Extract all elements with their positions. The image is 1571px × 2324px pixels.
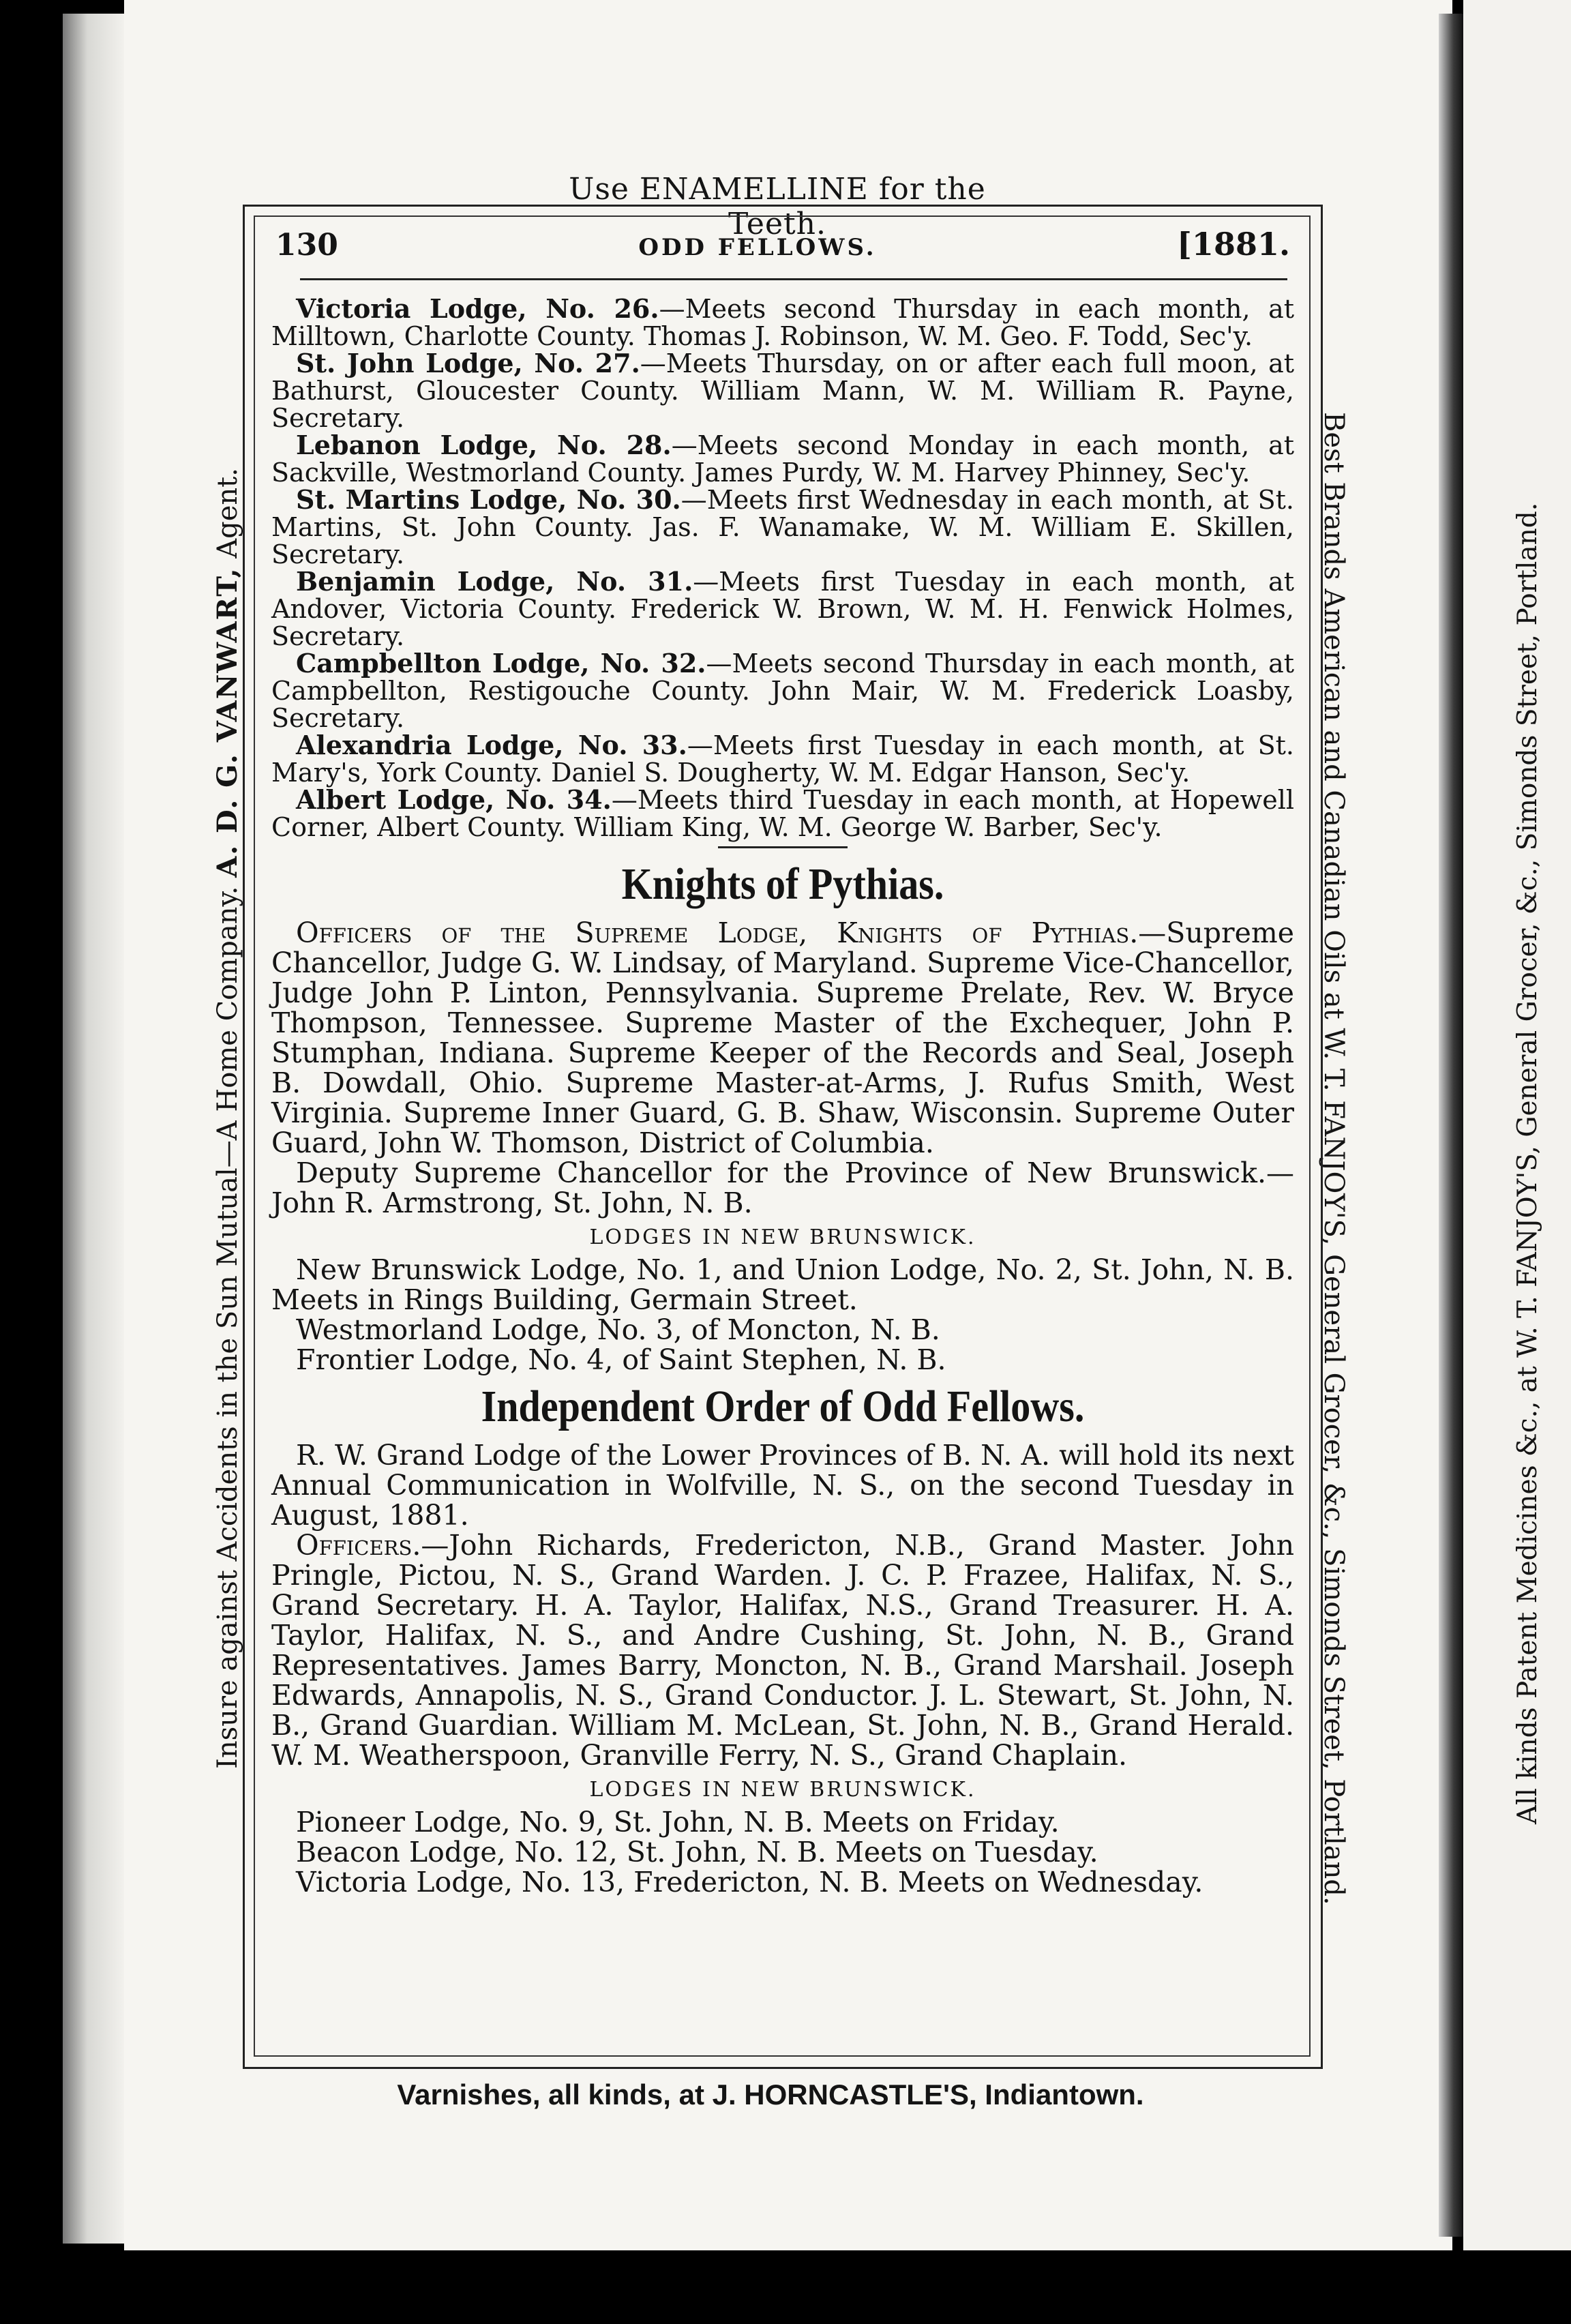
top-advertisement: Use ENAMELLINE for the Teeth. [569,172,986,241]
lodge-entry: Benjamin Lodge, No. 31.—Meets first Tuesday in each month, at Andover, Victoria County. Frederick W. Brown, W. M. H. Fenwick Holmes, Secretary. [271,566,1294,651]
scan-border [0,2250,1571,2324]
kop-lodge-item: New Brunswick Lodge, No. 1, and Union Lodge, No. 2, St. John, N. B. Meets in Rings Building, Germain Street. [271,1253,1294,1316]
running-header [271,226,1294,275]
lodge-entry: Victoria Lodge, No. 26.—Meets second Thursday in each month, at Milltown, Charlotte County. Thomas J. Robinson, W. M. Geo. F. Todd, Sec'y. [271,293,1294,351]
knights-of-pythias-heading: Knights of Pythias. [621,859,944,909]
lodge-entry: St. John Lodge, No. 27.—Meets Thursday, on or after each full moon, at Bathurst, Gloucester County. William Mann, W. M. William R. Payne, Secretary. [271,348,1294,433]
kop-officers-paragraph: Officers of the Supreme Lodge, Knights of Pythias.—Supreme Chancellor, Judge G. W. Lindsay, of Maryland. Supreme Vice-Chancellor, Judge John P. Linton, Pennsylvania. Supreme Prelate, Rev. W. Bryce Thompson, Tennessee. Supreme Master of the Exchequer, John P. Stumphan, Indiana. Supreme Keeper of the Records and Seal, Joseph B. Dowdall, Ohio. Supreme Master-at-Arms, J. Rufus Smith, West Virginia. Supreme Inner Guard, G. B. Shaw, Wisconsin. Supreme Outer Guard, John W. Thomson, District of Columbia. [271,917,1294,1159]
left-side-text: Insure against Accidents in the Sun Mutual—A Home Company. [212,886,243,1769]
knights-of-pythias-section [271,918,1294,1375]
header-rule [300,278,1287,280]
page-number: 130 [275,228,338,263]
lodge-list [271,295,1294,841]
odd-fellows-section [271,1440,1294,1897]
kop-lodge-item: Westmorland Lodge, No. 3, of Moncton, N. B. [296,1313,940,1346]
page-content [271,226,1295,1898]
left-side-agent-suffix: Agent. [212,468,243,558]
kop-lodges-heading: LODGES IN NEW BRUNSWICK. [589,1225,976,1249]
lodge-entry: Lebanon Lodge, No. 28.—Meets second Monday in each month, at Sackville, Westmorland County. James Purdy, W. M. Harvey Phinney, Sec'y. [271,430,1295,488]
kop-deputy-paragraph: Deputy Supreme Chancellor for the Province of New Brunswick.—John R. Armstrong, St. John, N. B. [271,1157,1294,1219]
year-label: [1881. [1177,226,1290,263]
ioof-lodge-item: Beacon Lodge, No. 12, St. John, N. B. Meets on Tuesday. [296,1836,1098,1868]
gutter-shadow [1439,14,1463,2237]
left-side-agent: A. D. G. VANWART, [211,567,243,878]
lodge-entry: Campbellton Lodge, No. 32.—Meets second Thursday in each month, at Campbellton, Restigouche County. John Mair, W. M. Frederick Loasby, Secretary. [271,648,1294,733]
lodge-entry: St. Martins Lodge, No. 30.—Meets first Wednesday in each month, at St. Martins, St. John County. Jas. F. Wanamake, W. M. William E. Skillen, Secretary. [271,484,1294,569]
lodge-entry: Alexandria Lodge, No. 33.—Meets first Tuesday in each month, at St. Mary's, York County. Daniel S. Dougherty, W. M. Edgar Hanson, Sec'y. [271,730,1295,788]
left-page-edge [63,14,124,2244]
section-divider [718,846,848,848]
lodge-entry: Albert Lodge, No. 34.—Meets third Tuesday in each month, at Hopewell Corner, Albert County. William King, W. M. George W. Barber, Sec'y. [271,784,1294,842]
odd-fellows-heading: Independent Order of Odd Fellows. [481,1382,1085,1431]
ioof-lodges-heading: LODGES IN NEW BRUNSWICK. [589,1778,976,1802]
ioof-officers-paragraph: Officers.—John Richards, Fredericton, N.B., Grand Master. John Pringle, Pictou, N. S., Grand Warden. J. C. P. Frazee, Halifax, N. S., Grand Secretary. H. A. Taylor, Halifax, N.S., Grand Treasurer. H. A. Taylor, Halifax, N. S., and Andre Cushing, St. John, N. B., Grand Representatives. James Barry, Moncton, N. B., Grand Marshail. Joseph Edwards, Annapolis, N. S., Grand Conductor. J. L. Stewart, St. John, N. B., Grand Guardian. William M. McLean, St. John, N. B., Grand Herald. W. M. Weatherspoon, Granville Ferry, N. S., Grand Chaplain. [271,1529,1294,1772]
running-title: ODD FELLOWS. [638,234,877,261]
bottom-advertisement: Varnishes, all kinds, at J. HORNCASTLE'S, Indiantown. [397,2079,1144,2111]
ioof-intro-paragraph: R. W. Grand Lodge of the Lower Provinces of B. N. A. will hold its next Annual Communication in Wolfville, N. S., on the second Tuesday in August, 1881. [271,1439,1294,1532]
ioof-lodge-item: Pioneer Lodge, No. 9, St. John, N. B. Meets on Friday. [296,1806,1060,1838]
kop-lodge-item: Frontier Lodge, No. 4, of Saint Stephen, N. B. [296,1343,946,1376]
right-side-advertisement: Best Brands American and Canadian Oils at W. T. FANJOY'S, General Grocer, &c., Simonds Street, Portland. [1318,412,1349,1905]
next-page-side-advertisement: All kinds Patent Medicines &c., at W. T. FANJOY'S, General Grocer, &c., Simonds Street, Portland. [1512,502,1543,1825]
ioof-lodge-item: Victoria Lodge, No. 13, Fredericton, N. B. Meets on Wednesday. [296,1866,1203,1898]
